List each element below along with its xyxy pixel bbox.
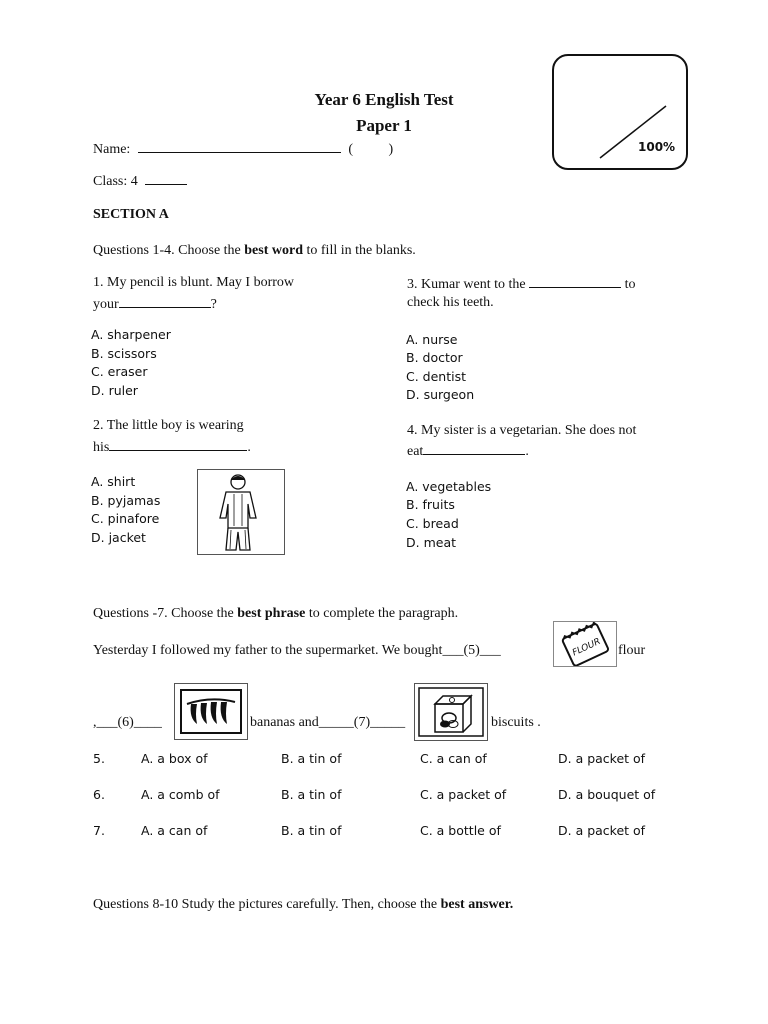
q1-line2 (93, 295, 217, 313)
q4-line1: 4. My sister is a vegetarian. She does not (407, 423, 637, 438)
q1-option[interactable]: B. scissors (91, 346, 157, 361)
q2-line2-post: . (247, 440, 251, 455)
instruction-2-bold: best phrase (237, 606, 306, 621)
q4-line2 (407, 442, 529, 460)
instruction-3-bold: best answer. (440, 897, 514, 912)
mcq-option[interactable]: D. a bouquet of (558, 787, 656, 802)
name-blank (138, 140, 341, 153)
q2-blank (109, 438, 247, 451)
q1-option[interactable]: A. sharpener (91, 327, 171, 342)
q2-option[interactable]: D. jacket (91, 530, 146, 545)
mcq-number: 7. (93, 823, 105, 838)
mcq-option[interactable]: B. a tin of (281, 787, 342, 802)
q2-option[interactable]: B. pyjamas (91, 493, 161, 508)
mcq-option[interactable]: C. a packet of (420, 787, 507, 802)
q3-line1 (407, 275, 635, 293)
page-subtitle: Paper 1 (356, 116, 412, 135)
mcq-option[interactable]: B. a tin of (281, 751, 342, 766)
instruction-3-text: Questions 8-10 Study the pictures carefully. Then, choose the (93, 897, 441, 912)
q3-option[interactable]: C. dentist (406, 369, 467, 384)
q4-option[interactable]: D. meat (406, 535, 456, 550)
bananas-icon (175, 684, 247, 739)
section-heading: SECTION A (93, 207, 169, 222)
flour-bag-label: FLOUR (570, 636, 603, 659)
bananas-picture (174, 683, 248, 740)
biscuits-picture (414, 683, 488, 741)
q1-option[interactable]: C. eraser (91, 364, 148, 379)
biscuit-box-icon (415, 684, 487, 740)
q1-blank (119, 295, 211, 308)
class-line (93, 172, 187, 190)
mcq-option[interactable]: D. a packet of (558, 751, 646, 766)
q1-line2-pre: your (93, 297, 119, 312)
name-line (93, 140, 393, 158)
page-title: Year 6 English Test (314, 90, 454, 109)
mcq-option[interactable]: D. a packet of (558, 823, 646, 838)
instruction-3 (93, 897, 513, 913)
class-blank (145, 172, 187, 185)
q1-line2-post: ? (210, 297, 217, 312)
paragraph-line-2b: bananas and_____(7)_____ (250, 715, 406, 730)
q2-option[interactable]: C. pinafore (91, 511, 160, 526)
q3-option[interactable]: A. nurse (406, 332, 458, 347)
q4-blank (423, 442, 525, 455)
boy-pyjamas-picture (197, 469, 285, 555)
mcq-option[interactable]: A. a box of (141, 751, 208, 766)
instruction-1-tail: to fill in the blanks. (303, 243, 416, 258)
q3-option[interactable]: B. doctor (406, 350, 463, 365)
q2-option[interactable]: A. shirt (91, 474, 136, 489)
instruction-2-text: Questions -7. Choose the (93, 606, 238, 621)
mcq-number: 5. (93, 751, 105, 766)
instruction-1-text: Questions 1-4. Choose the (93, 243, 245, 258)
flour-picture (553, 621, 617, 667)
mcq-option[interactable]: A. a comb of (141, 787, 220, 802)
q2-line1: 2. The little boy is wearing (93, 418, 244, 433)
instruction-1 (93, 243, 416, 259)
paragraph-line-1-end: flour (618, 643, 646, 658)
flour-bag-icon (554, 622, 616, 666)
name-paren-open: ( (348, 142, 353, 157)
q4-line2-pre: eat (407, 444, 424, 459)
q4-option[interactable]: C. bread (406, 516, 459, 531)
q2-line2 (93, 438, 251, 456)
mcq-number: 6. (93, 787, 105, 802)
mcq-option[interactable]: A. a can of (141, 823, 208, 838)
score-box (552, 54, 688, 170)
paragraph-line-1: Yesterday I followed my father to the supermarket. We bought___(5)___ (93, 643, 501, 658)
q3-line1-pre: 3. Kumar went to the (407, 277, 530, 292)
instruction-2 (93, 606, 458, 622)
q3-option[interactable]: D. surgeon (406, 387, 475, 402)
q3-blank (529, 275, 621, 288)
q4-line2-post: . (525, 444, 529, 459)
mcq-option[interactable]: C. a can of (420, 751, 487, 766)
q1-option[interactable]: D. ruler (91, 383, 138, 398)
paragraph-line-2c: biscuits . (491, 715, 541, 730)
q3-line1-post: to (621, 277, 636, 292)
name-paren-close: ) (388, 142, 394, 157)
mcq-option[interactable]: B. a tin of (281, 823, 342, 838)
boy-pyjamas-icon (198, 470, 284, 554)
class-label: Class: 4 (93, 174, 138, 189)
q1-line1: 1. My pencil is blunt. May I borrow (93, 275, 295, 290)
name-label: Name: (93, 142, 131, 157)
instruction-2-tail: to complete the paragraph. (305, 606, 459, 621)
mcq-option[interactable]: C. a bottle of (420, 823, 501, 838)
q4-option[interactable]: A. vegetables (406, 479, 492, 494)
q2-line2-pre: his (93, 440, 110, 455)
q3-line2: check his teeth. (407, 295, 494, 310)
instruction-1-bold: best word (244, 243, 303, 258)
q4-option[interactable]: B. fruits (406, 497, 455, 512)
paragraph-line-2a: ,___(6)____ (93, 715, 162, 730)
score-text: 100% (638, 140, 676, 154)
